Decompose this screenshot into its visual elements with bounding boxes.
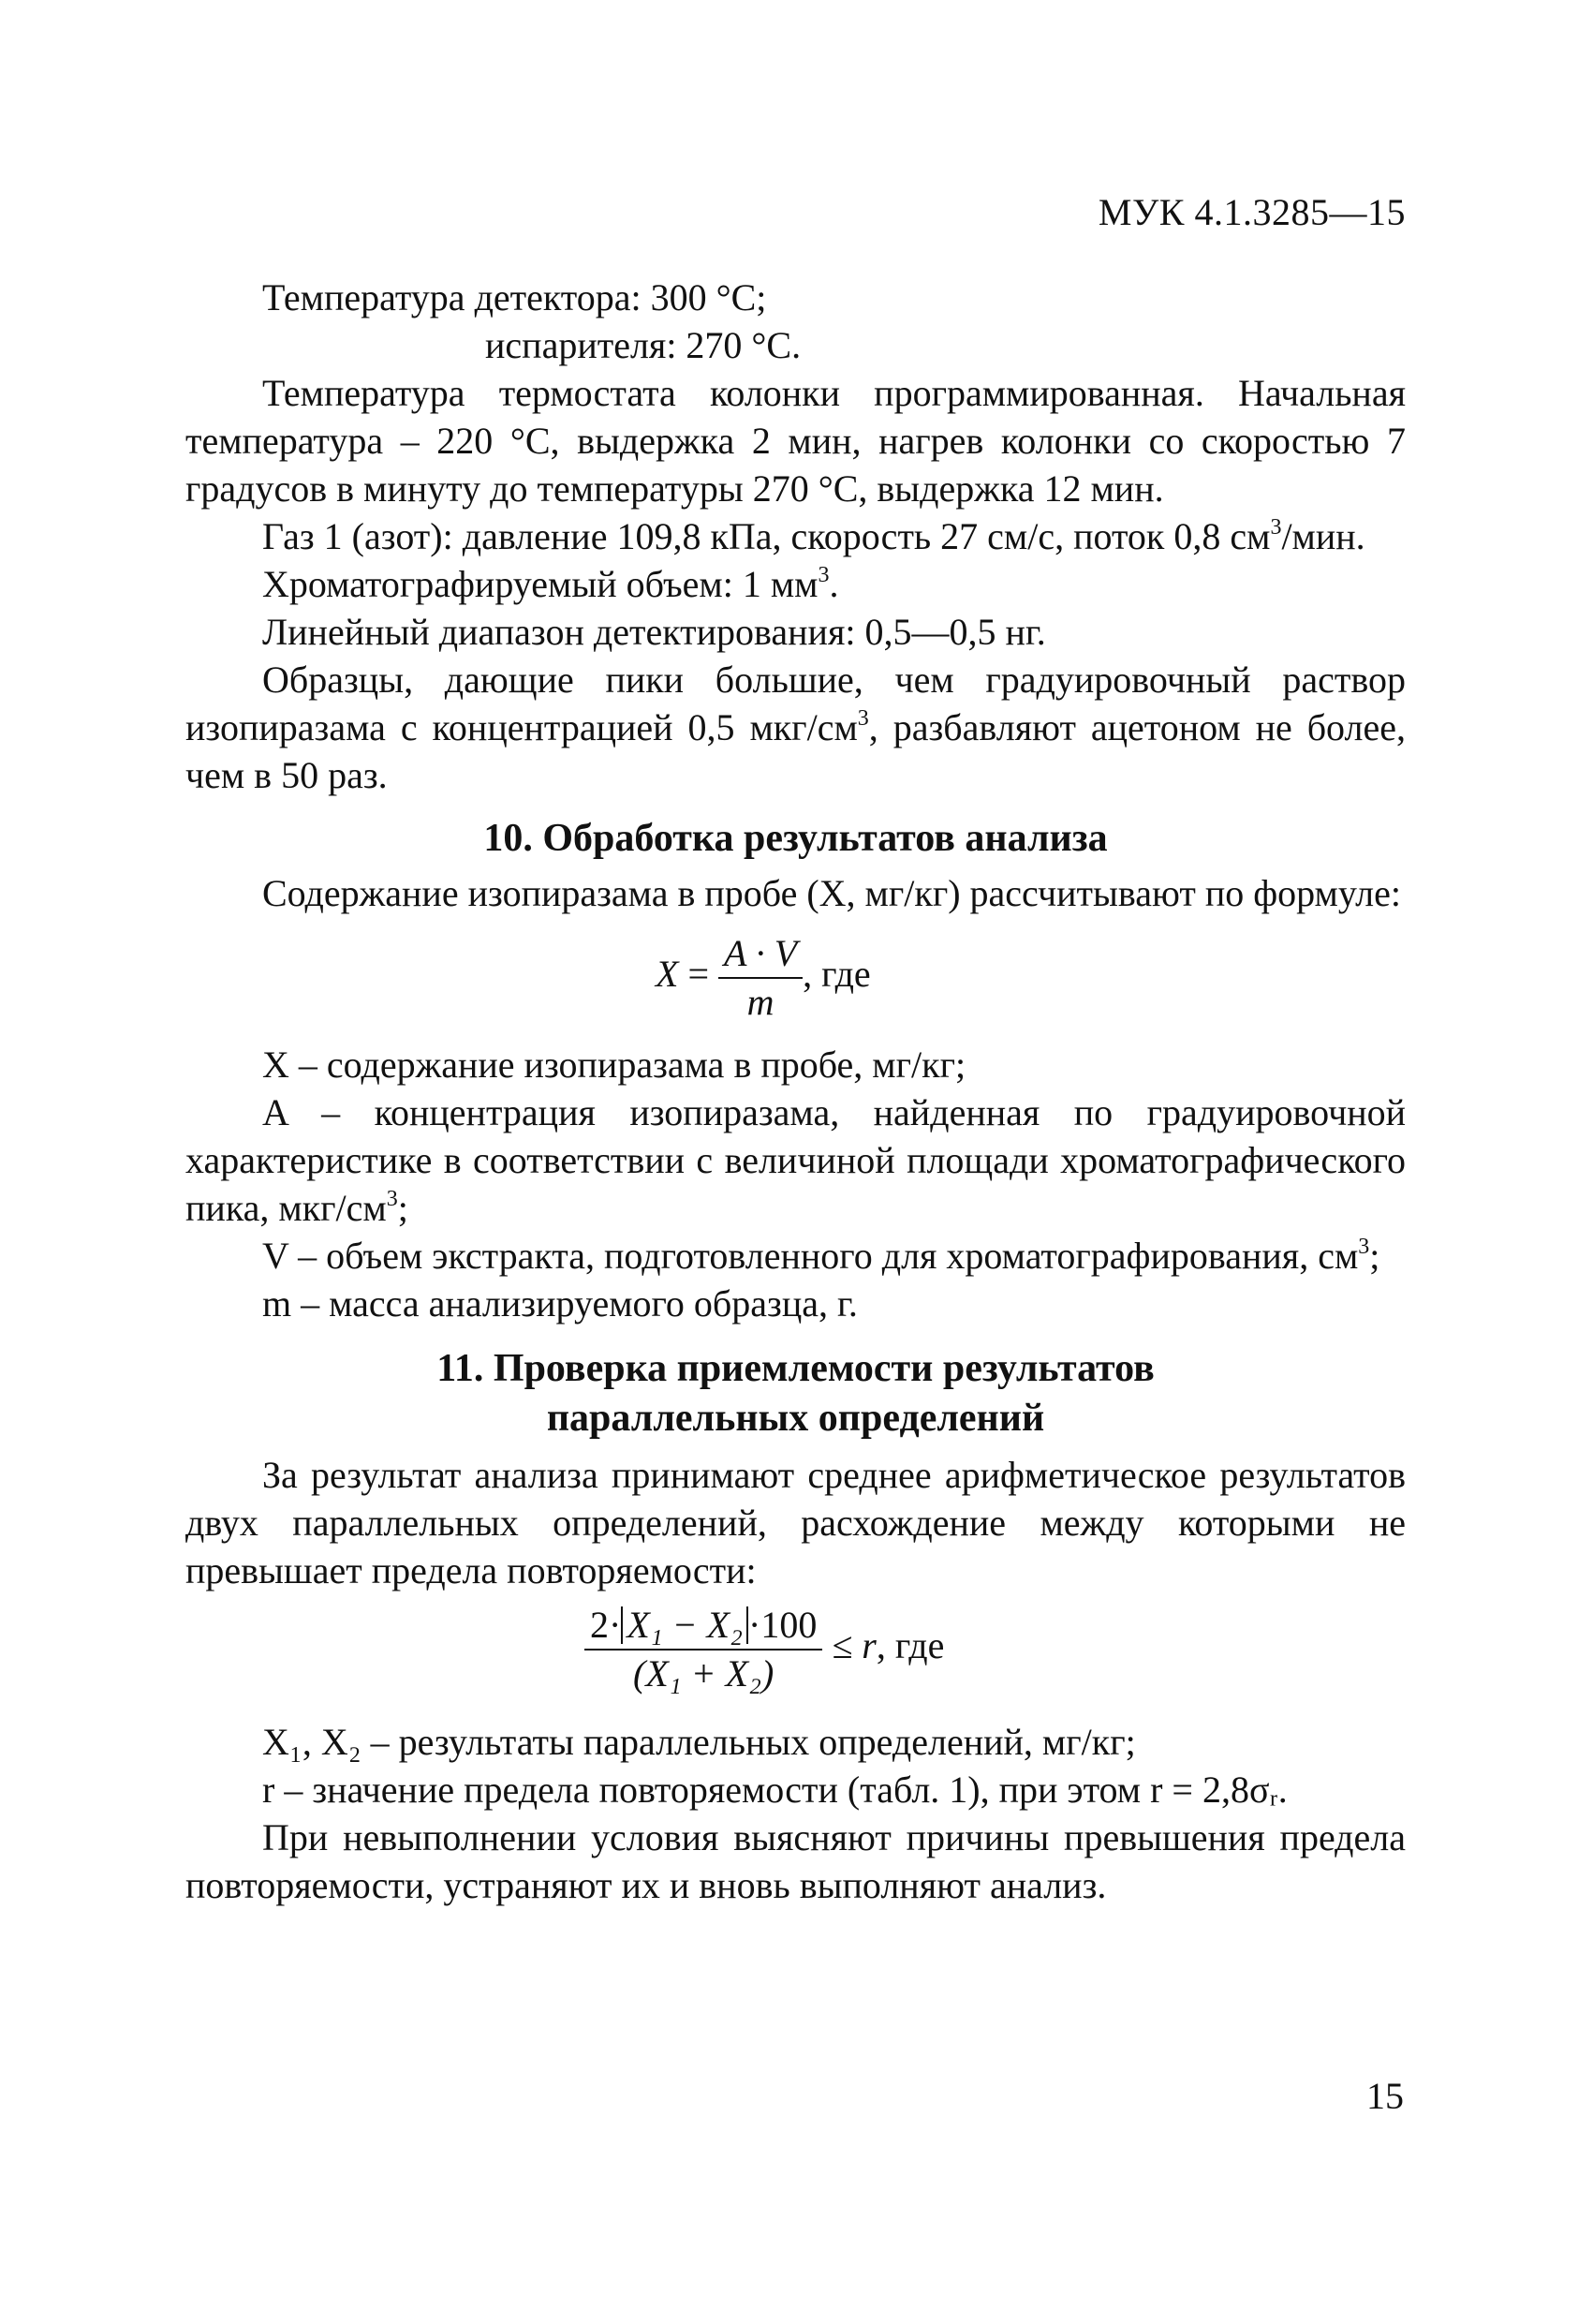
- def-x: X – содержание изопиразама в пробе, мг/кг;: [262, 1044, 966, 1086]
- formula-r-suffix: , где: [876, 1624, 945, 1667]
- formula-repeatability: [0, 1604, 1593, 1707]
- section-11-intro: За результат анализа принимают среднее арифметическое результатов двух параллельных определений, расхождение между которыми не превышает предела повторяемости:: [185, 1454, 1406, 1591]
- closing-paragraph: При невыполнении условия выясняют причины превышения предела повторяемости, устраняют их и вновь выполняют анализ.: [185, 1816, 1406, 1906]
- evaporator-temp-line: испарителя: 270 °С.: [485, 324, 802, 366]
- document-id-header: МУК 4.1.3285—15: [1098, 191, 1406, 233]
- section-10-heading: 10. Обработка результатов анализа: [483, 817, 1108, 860]
- def-r: r – значение предела повторяемости (табл. 1), при этом r = 2,8σᵣ.: [262, 1769, 1288, 1811]
- formula-x-lhs: X: [656, 953, 679, 996]
- detector-temp-line: Температура детектора: 300 °С;: [262, 276, 767, 318]
- formula-r-fraction: [584, 1604, 822, 1695]
- gas-paragraph: Газ 1 (азот): давление 109,8 кПа, скорость 27 см/с, поток 0,8 $см^3$/мин.: [262, 515, 1365, 557]
- def-v: V – объем экстракта, подготовленного для хроматографирования, $см^3$;: [262, 1235, 1380, 1277]
- samples-paragraph: Образцы, дающие пики большие, чем градуировочный раствор изопиразама с концентрацией 0,5 мкг/$см^3$, разбавляют ацетоном не более, чем в 50 раз.: [185, 659, 1406, 796]
- def-m: m – масса анализируемого образца, г.: [262, 1282, 858, 1325]
- formula-x-eq: =: [687, 953, 709, 996]
- section-10-intro: Содержание изопиразама в пробе (X, мг/кг) рассчитывают по формуле:: [262, 872, 1401, 914]
- formula-x-denominator: m: [746, 981, 774, 1023]
- def-x1-x2: X₁, X₂ – результаты параллельных определений, мг/кг;: [262, 1721, 1136, 1763]
- formula-x-suffix: , где: [803, 953, 871, 996]
- page-body: [0, 274, 1593, 1909]
- formula-r-denominator: (X₁ + X₂): [633, 1652, 774, 1695]
- volume-paragraph: Хроматографируемый объем: 1 $мм^3$.: [262, 563, 839, 605]
- formula-r-relation: ≤ r: [832, 1624, 877, 1667]
- section-11-heading-line2: параллельных определений: [546, 1397, 1045, 1440]
- page-number: 15: [1366, 2075, 1404, 2117]
- def-a: A – концентрация изопиразама, найденная по градуировочной характеристике в соответствии с величиной площади хроматографического пика, мкг/$см^3$;: [185, 1091, 1406, 1229]
- formula-x: [0, 932, 1593, 1035]
- formula-x-fraction: [718, 932, 803, 1024]
- thermostat-paragraph: Температура термостата колонки программированная. Начальная температура – 220 °С, выдержка 2 мин, нагрев колонки со скоростью 7 градусов в минуту до температуры 270 °С, выдержка 12 мин.: [185, 372, 1406, 510]
- formula-r-numerator: 2· X₁ − X₂ ·100: [584, 1604, 822, 1650]
- section-11-heading-line1: 11. Проверка приемлемости результатов: [436, 1347, 1155, 1390]
- linear-range-paragraph: Линейный диапазон детектирования: 0,5—0,5 нг.: [262, 611, 1046, 653]
- formula-x-numerator: A · V: [718, 932, 803, 979]
